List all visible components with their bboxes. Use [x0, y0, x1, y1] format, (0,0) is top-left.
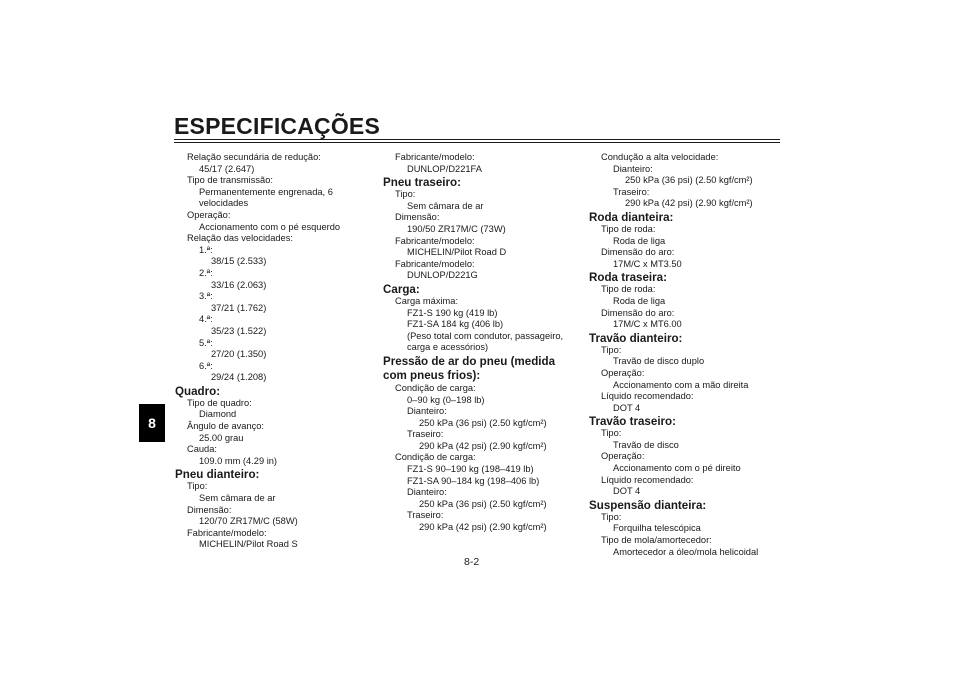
spec-column-1 — [175, 152, 365, 551]
spec-label: Tipo: — [187, 481, 208, 492]
spec-value: 109.0 mm (4.29 in) — [199, 455, 278, 466]
spec-label: Tipo: — [601, 428, 622, 439]
spec-label: Dimensão: — [395, 212, 440, 223]
spec-value: MICHELIN/Pilot Road S — [199, 539, 298, 550]
spec-value: DOT 4 — [613, 402, 641, 413]
spec-label: Operação: — [601, 451, 645, 462]
spec-label: Operação: — [601, 367, 645, 378]
spec-value: Traseiro: — [407, 510, 444, 521]
spec-value: Sem câmara de ar — [199, 493, 276, 504]
spec-value: Dianteiro: — [407, 487, 447, 498]
page-title: ESPECIFICAÇÕES — [174, 113, 381, 139]
page-number: 8-2 — [464, 556, 480, 568]
spec-label: Fabricante/modelo: — [395, 152, 475, 162]
section-heading: Pressão de ar do pneu (medida com pneus frios): — [383, 354, 556, 382]
spec-label: Condução a alta velocidade: — [601, 152, 719, 162]
spec-value: 27/20 (1.350) — [211, 349, 267, 360]
spec-value: Amortecedor a óleo/mola helicoidal — [613, 546, 759, 557]
spec-label: Tipo de quadro: — [187, 397, 252, 408]
spec-value: DUNLOP/D221FA — [407, 163, 482, 174]
spec-value: 5.ª: — [199, 337, 213, 348]
spec-value: 190/50 ZR17M/C (73W) — [407, 223, 506, 234]
title-rule — [174, 139, 780, 143]
spec-label: Dimensão do aro: — [601, 307, 675, 318]
spec-value: Roda de liga — [613, 235, 666, 246]
spec-value: Accionamento com o pé esquerdo — [199, 221, 341, 232]
spec-value: 38/15 (2.533) — [211, 256, 267, 267]
spec-value: 250 kPa (36 psi) (2.50 kgf/cm²) — [419, 417, 547, 428]
chapter-tab: 8 — [139, 404, 165, 442]
spec-label: Tipo: — [395, 189, 416, 200]
spec-label: Tipo de transmissão: — [187, 175, 273, 186]
spec-label: Carga máxima: — [395, 295, 459, 306]
spec-value: 250 kPa (36 psi) (2.50 kgf/cm²) — [419, 498, 547, 509]
spec-label: Condição de carga: — [395, 382, 476, 393]
spec-label: Fabricante/modelo: — [187, 527, 267, 538]
section-heading: Quadro: — [175, 384, 221, 398]
spec-value: 45/17 (2.647) — [199, 163, 255, 174]
spec-value: 0–90 kg (0–198 lb) — [407, 394, 485, 405]
spec-label: Operação: — [187, 209, 231, 220]
spec-value: 250 kPa (36 psi) (2.50 kgf/cm²) — [625, 175, 753, 186]
spec-value: Accionamento com o pé direito — [613, 463, 741, 474]
spec-value: Forquilha telescópica — [613, 523, 701, 534]
spec-value: DOT 4 — [613, 486, 641, 497]
spec-value: Sem câmara de ar — [407, 200, 484, 211]
spec-value: MICHELIN/Pilot Road D — [407, 247, 507, 258]
spec-label: Relação das velocidades: — [187, 233, 293, 244]
spec-value: (Peso total com condutor, passageiro, — [407, 330, 564, 341]
spec-label: Líquido recomendado: — [601, 391, 694, 402]
section-heading: Suspensão dianteira: — [589, 498, 707, 512]
spec-value: Roda de liga — [613, 295, 666, 306]
spec-value: 120/70 ZR17M/C (58W) — [199, 516, 298, 527]
spec-label: Fabricante/modelo: — [395, 235, 475, 246]
spec-value: 17M/C x MT6.00 — [613, 319, 682, 330]
spec-value: Travão de disco duplo — [613, 356, 705, 367]
section-heading: Roda traseira: — [589, 271, 667, 285]
spec-label: Ângulo de avanço: — [187, 421, 265, 432]
spec-label: Dimensão do aro: — [601, 247, 675, 258]
spec-value: 33/16 (2.063) — [211, 279, 267, 290]
spec-value: 1.ª: — [199, 244, 213, 255]
spec-value: 290 kPa (42 psi) (2.90 kgf/cm²) — [419, 522, 547, 533]
spec-column-3 — [589, 152, 779, 558]
section-heading: Pneu traseiro: — [383, 176, 461, 190]
spec-value: 6.ª: — [199, 360, 213, 371]
spec-value: Travão de disco — [613, 439, 679, 450]
spec-label: Fabricante/modelo: — [395, 258, 475, 269]
spec-value: 17M/C x MT3.50 — [613, 258, 682, 269]
spec-value: 290 kPa (42 psi) (2.90 kgf/cm²) — [419, 440, 547, 451]
spec-value: 2.ª: — [199, 267, 213, 278]
spec-label: Dimensão: — [187, 504, 232, 515]
spec-value: Dianteiro: — [407, 406, 447, 417]
spec-value: 25.00 grau — [199, 432, 244, 443]
section-heading: Carga: — [383, 282, 420, 296]
spec-value: Accionamento com a mão direita — [613, 379, 749, 390]
spec-label: Tipo de mola/amortecedor: — [601, 535, 712, 546]
spec-label: Tipo de roda: — [601, 223, 656, 234]
section-heading: Travão dianteiro: — [589, 331, 683, 345]
spec-label: Cauda: — [187, 444, 217, 455]
spec-label: Tipo: — [601, 344, 622, 355]
spec-value: FZ1-S 190 kg (419 lb) — [407, 307, 498, 318]
spec-value: 3.ª: — [199, 291, 213, 302]
spec-value: Traseiro: — [613, 186, 650, 197]
spec-value: 37/21 (1.762) — [211, 302, 267, 313]
spec-value: Dianteiro: — [613, 163, 653, 174]
spec-value: Traseiro: — [407, 429, 444, 440]
spec-value: Permanentemente engrenada, 6 — [199, 186, 333, 197]
spec-value: FZ1-SA 184 kg (406 lb) — [407, 319, 504, 330]
spec-value: 29/24 (1.208) — [211, 372, 267, 383]
spec-value: DUNLOP/D221G — [407, 270, 478, 281]
spec-value: FZ1-S 90–190 kg (198–419 lb) — [407, 464, 534, 475]
spec-value: velocidades — [199, 198, 249, 209]
spec-value: 35/23 (1.522) — [211, 325, 267, 336]
spec-value: 4.ª: — [199, 314, 213, 325]
spec-label: Líquido recomendado: — [601, 474, 694, 485]
spec-label: Condição de carga: — [395, 452, 476, 463]
spec-value: 290 kPa (42 psi) (2.90 kgf/cm²) — [625, 198, 753, 209]
spec-value: FZ1-SA 90–184 kg (198–406 lb) — [407, 475, 540, 486]
spec-label: Tipo de roda: — [601, 284, 656, 295]
section-heading: Pneu dianteiro: — [175, 468, 260, 482]
spec-value: carga e acessórios) — [407, 342, 489, 353]
section-heading: Roda dianteira: — [589, 210, 674, 224]
spec-value: Diamond — [199, 409, 237, 420]
spec-label: Relação secundária de redução: — [187, 152, 321, 162]
spec-column-2 — [383, 152, 573, 534]
spec-label: Tipo: — [601, 511, 622, 522]
section-heading: Travão traseiro: — [589, 415, 676, 429]
